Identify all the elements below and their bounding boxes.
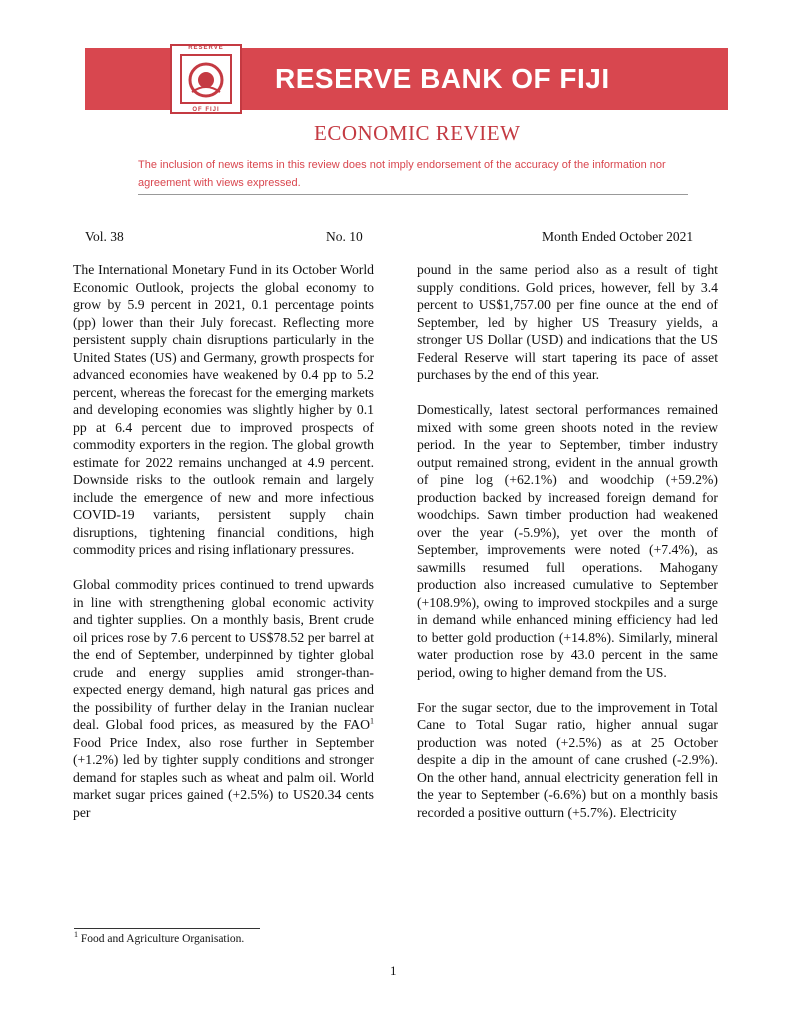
paragraph-global-outlook: The International Monetary Fund in its October World Economic Outlook, projects the global economy to grow by 5.9 percent in 2021, 0.1 percentage points (pp) lower than their July forecast. Reflecting more persistent supply chain disruptions particularly in the United States (US) and Germany, growth prospects for advanced economies have weakened by 0.4 pp to 5.2 percent, whereas the forecast for the emerging markets and developing economies was slightly higher by 0.1 pp at 6.4 percent due to improved prospects of commodity exporters in the region. The global growth estimate for 2022 remains unchanged at 4.9 percent. Downside risks to the outlook remain and largely include the emergence of new and more infectious COVID-19 variants, persistent supply chain disruptions, tightening financial conditions, high commodity prices and rising inflationary pressures. (73, 262, 374, 557)
page-number: 1 (390, 963, 397, 978)
logo-emblem-icon (184, 58, 228, 102)
header-divider (138, 194, 688, 195)
footnote-marker: 1 (74, 930, 78, 940)
publication-title: ECONOMIC REVIEW (314, 121, 521, 145)
disclaimer: The inclusion of news items in this review does not imply endorsement of the accuracy of the information nor agreement with views expressed. (138, 159, 666, 189)
logo-top-text: RESERVE (188, 45, 224, 51)
paragraph-sugar-sector: For the sugar sector, due to the improvement in Total Cane to Total Sugar ratio, higher annual sugar production was noted (+2.5%) as at 25 October despite a dip in the amount of cane crushed (-2.9%). On the other hand, annual electricity generation fell in the year to September (-6.6%) but on a monthly basis recorded a positive outturn (+5.7%). Electricity (417, 699, 718, 820)
paragraph-domestic-sectors: Domestically, latest sectoral performances remained mixed with some green shoots noted in the review period. In the year to September, timber industry output remained strong, evident in the annual growth of pine log (+62.1%) and woodchip (+59.2%) production backed by increased foreign demand for woodchips. Sawn timber production had weakened over the year (-5.9%), yet over the month of September, improvements were noted (+7.4%), as sawmills resumed full operations. Mahogany production also increased cumulative to September (+108.9%), owing to improved stockpiles and a surge in demand while enhanced mining efficiency had led to better gold production (+14.8%). Similarly, mineral water production rose by 43.0 percent in the same period, owing to higher demand from the US. (417, 402, 718, 680)
right-column (417, 261, 718, 839)
issue-number: No. 10 (326, 229, 363, 244)
paragraph-commodity-prices (73, 576, 374, 821)
bank-name: RESERVE BANK OF FIJI (275, 63, 610, 94)
footnote-text: Food and Agriculture Organisation. (78, 933, 245, 945)
footnote (74, 930, 245, 945)
footnote-ref: 1 (370, 716, 374, 726)
bank-logo (170, 44, 242, 114)
logo-bottom-text: OF FIJI (192, 107, 220, 113)
footnote-divider (74, 928, 260, 929)
issue-period: Month Ended October 2021 (542, 229, 694, 244)
volume-label: Vol. 38 (85, 229, 124, 244)
left-column (73, 261, 374, 839)
paragraph-gold-prices: pound in the same period also as a result of tight supply conditions. Gold prices, however, fell by 3.4 percent to US$1,757.00 per fine ounce at the end of September, led by higher US Treasury yields, a stronger US Dollar (USD) and indications that the US Federal Reserve will start tapering its pace of asset purchases by the end of this year. (417, 262, 718, 382)
commodity-text-part1: Global commodity prices continued to trend upwards in line with strengthening global economic activity and tighter supplies. On a monthly basis, Brent crude oil prices rose by 7.6 percent to US$78.52 per barrel at the end of September, underpinned by tighter global crude and energy supplies amid stronger-than-expected energy demand, high natural gas prices and the possibility of further delay in the Iranian nuclear deal. Global food prices, as measured by the FAO (73, 577, 374, 732)
commodity-text-part2: Food Price Index, also rose further in September (+1.2%) led by tighter supply conditions and stronger demand for staples such as wheat and palm oil. World market sugar prices gained (+2.5%) to US20.34 cents per (73, 734, 374, 820)
